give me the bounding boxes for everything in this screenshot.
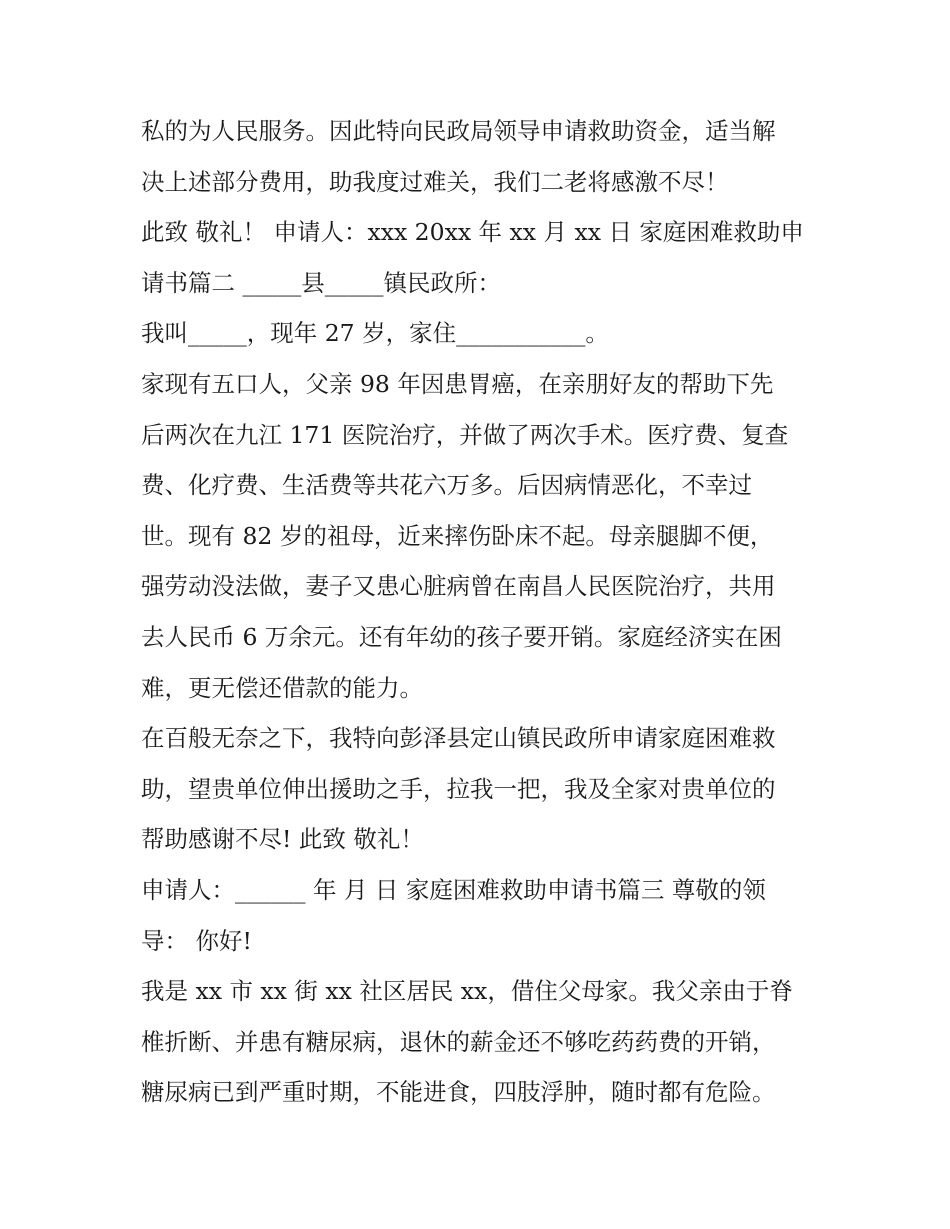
text-line: 我是 xx 市 xx 街 xx 社区居民 xx，借住父母家。我父亲由于脊 <box>141 977 793 1006</box>
text-line: 我叫_____，现年 27 岁，家住___________。 <box>141 319 609 348</box>
text-line: 强劳动没法做，妻子又患心脏病曾在南昌人民医院治疗，共用 <box>141 572 776 601</box>
text-line: 家现有五口人，父亲 98 年因患胃癌，在亲朋好友的帮助下先 <box>141 369 774 398</box>
text-line: 后两次在九江 171 医院治疗，并做了两次手术。医疗费、复查 <box>141 420 789 449</box>
text-line: 去人民币 6 万余元。还有年幼的孩子要开销。家庭经济实在困 <box>141 622 782 651</box>
text-line: 申请人：______ 年 月 日 家庭困难救助申请书篇三 尊敬的领 <box>141 875 766 904</box>
text-line: 糖尿病已到严重时期，不能进食，四肢浮肿，随时都有危险。 <box>141 1078 776 1107</box>
text-line: 请书篇二 _____县_____镇民政所： <box>141 268 501 297</box>
document-body <box>141 106 821 1118</box>
text-line: 难，更无偿还借款的能力。 <box>141 673 423 702</box>
text-line: 费、化疗费、生活费等共花六万多。后因病情恶化，不幸过 <box>141 471 752 500</box>
text-line: 导： 你好! <box>141 926 252 955</box>
text-line: 在百般无奈之下，我特向彭泽县定山镇民政所申请家庭困难救 <box>141 724 776 753</box>
text-line: 帮助感谢不尽! 此致 敬礼！ <box>141 825 424 854</box>
text-line: 此致 敬礼！ 申请人：xxx 20xx 年 xx 月 xx 日 家庭困难救助申 <box>141 218 804 247</box>
text-line: 私的为人民服务。因此特向民政局领导申请救助资金，适当解 <box>141 117 776 145</box>
text-line: 世。现有 82 岁的祖母，近来摔伤卧床不起。母亲腿脚不便， <box>141 521 774 550</box>
text-line: 决上述部分费用，助我度过难关，我们二老将感激不尽！ <box>141 167 729 196</box>
text-line: 椎折断、并患有糖尿病，退休的薪金还不够吃药药费的开销， <box>141 1027 776 1056</box>
text-line: 助，望贵单位伸出援助之手，拉我一把，我及全家对贵单位的 <box>141 774 776 803</box>
